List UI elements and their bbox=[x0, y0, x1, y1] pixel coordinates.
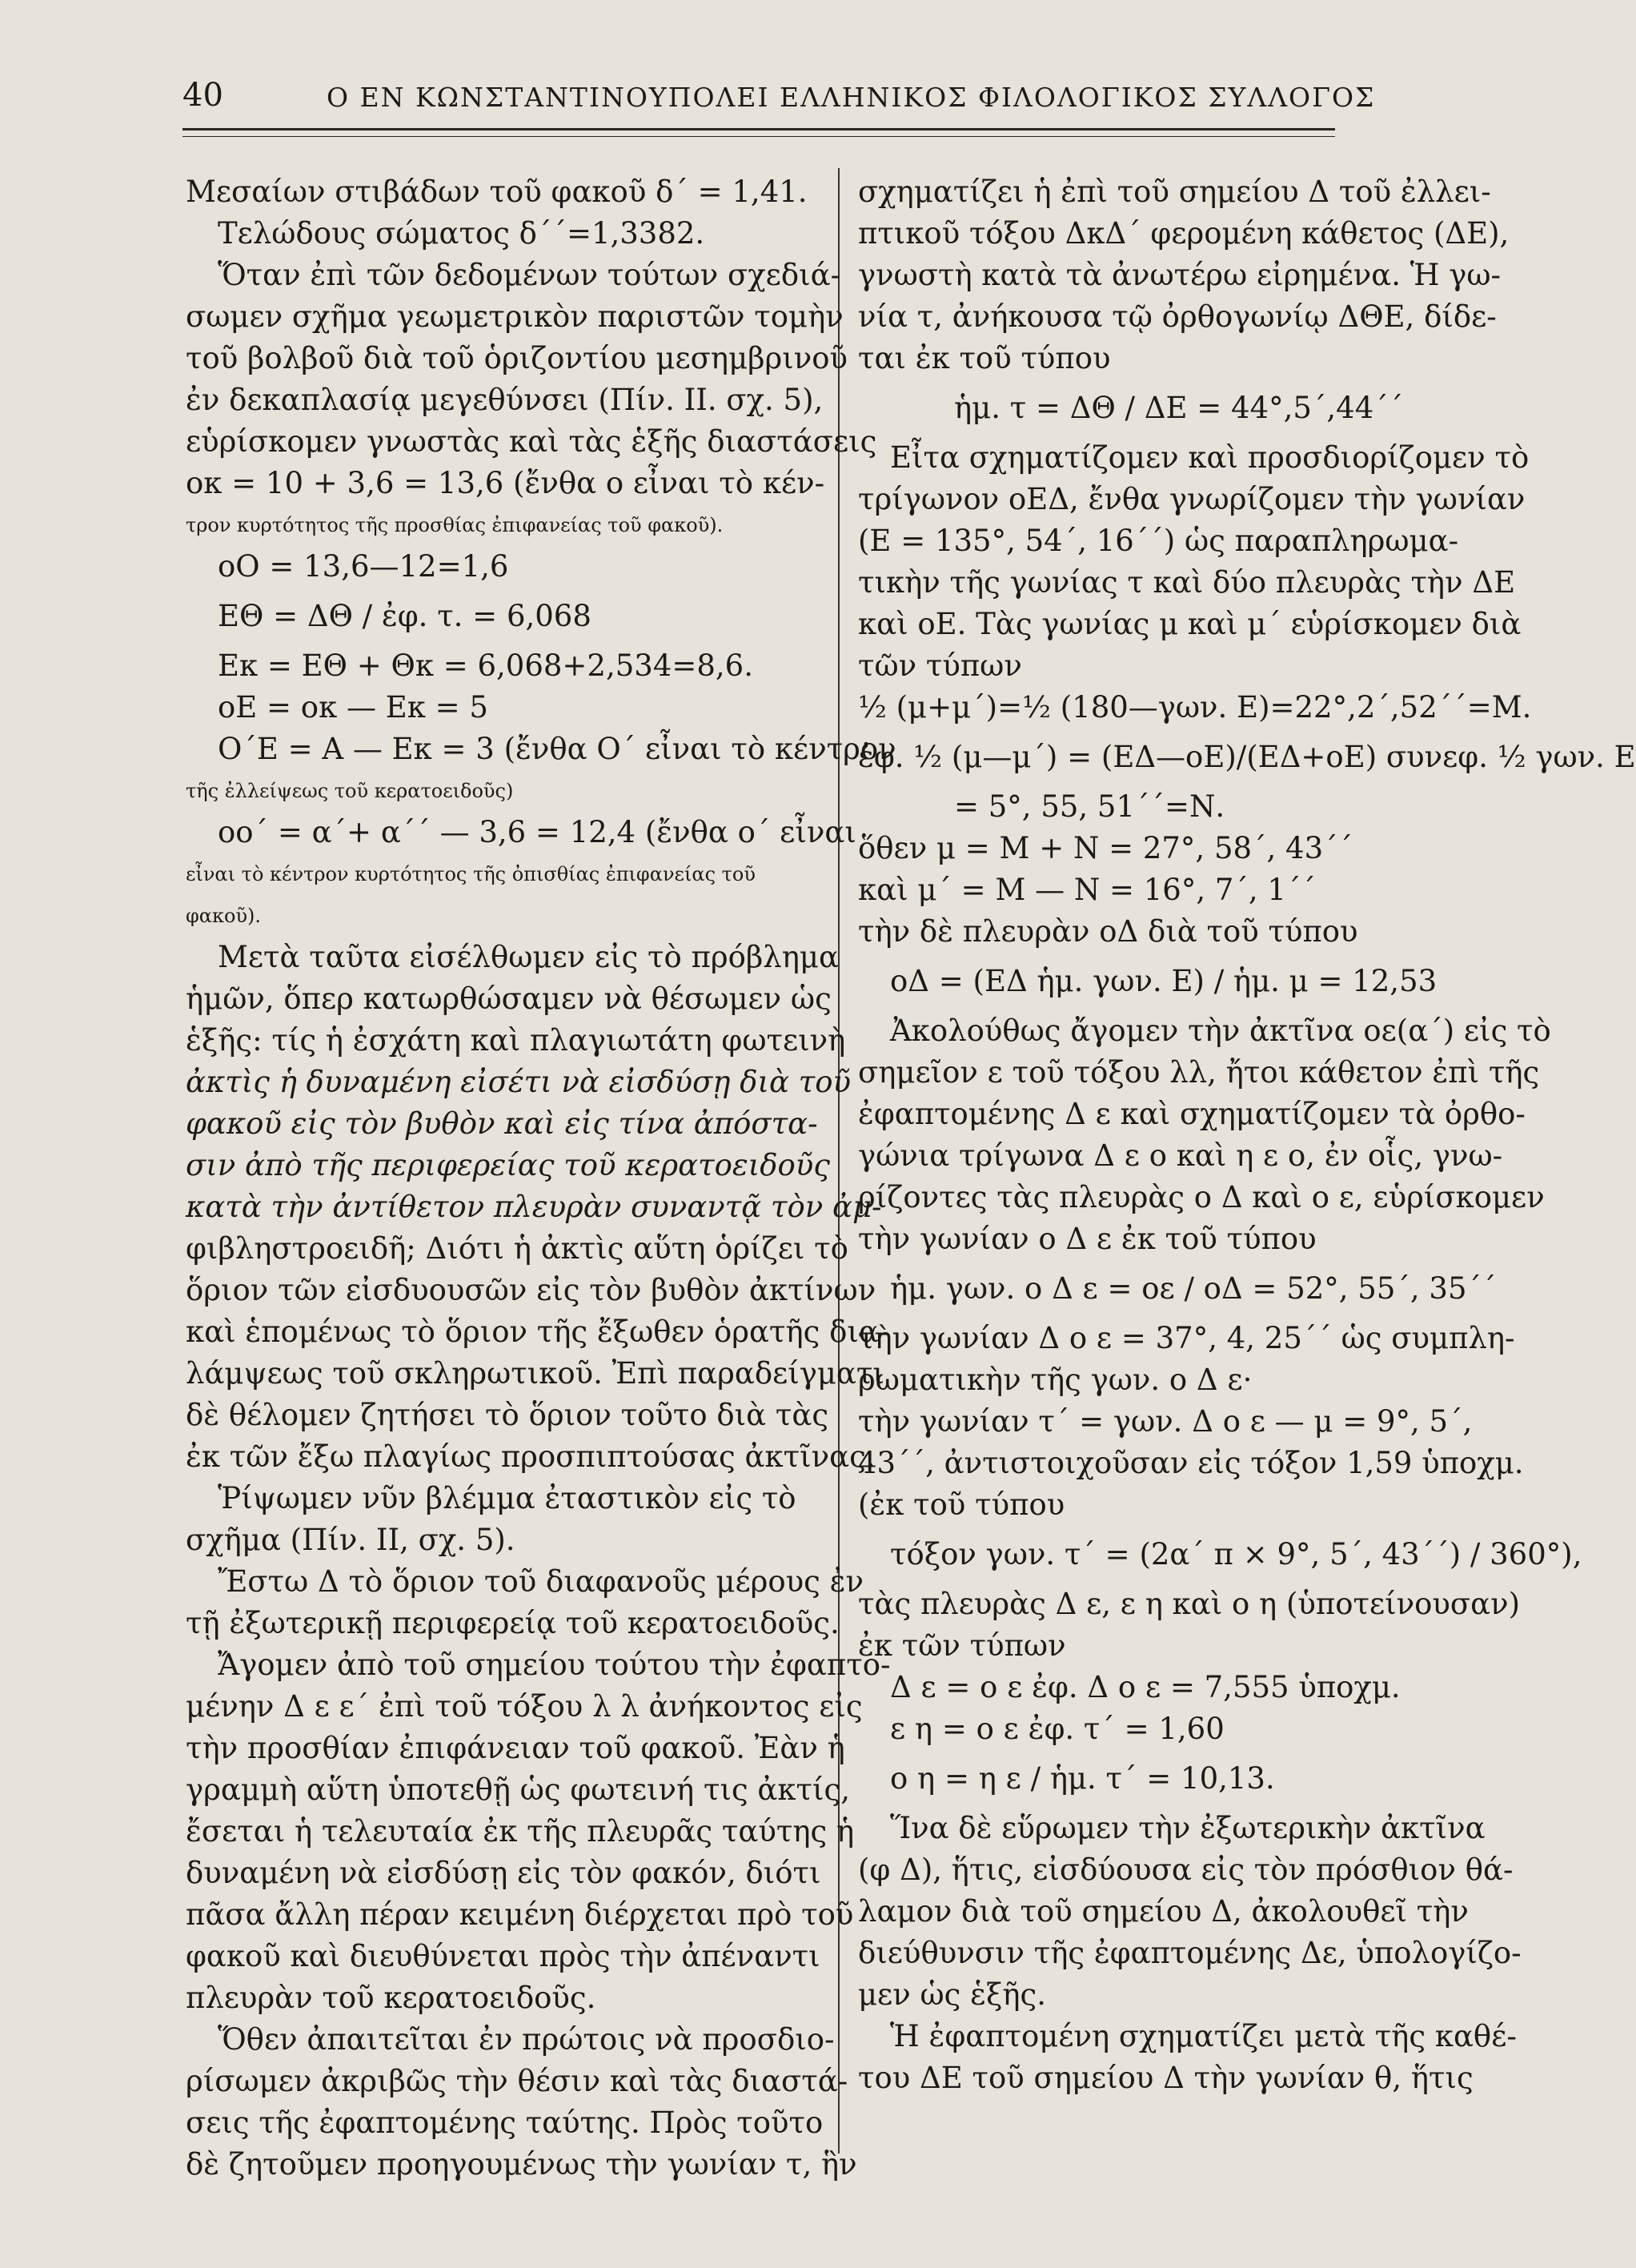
equation-line: Δ ε = ο ε ἐφ. Δ ο ε = 7,555 ὑποχμ. bbox=[890, 1670, 1401, 1704]
text-line: τοῦ βολβοῦ διὰ τοῦ ὁριζοντίου μεσημβρινοῦ bbox=[186, 341, 848, 375]
text-line: τρον κυρτότητος τῆς προσθίας ἐπιφανείας τοῦ φακοῦ). bbox=[186, 514, 724, 536]
text-line: τὴν προσθίαν ἐπιφάνειαν τοῦ φακοῦ. Ἐὰν ἡ bbox=[186, 1731, 845, 1765]
equation-line: οΟ = 13,6—12=1,6 bbox=[218, 549, 509, 584]
text-line: καὶ οΕ. Τὰς γωνίας μ καὶ μ΄ εὑρίσκομεν διὰ bbox=[858, 607, 1522, 641]
text-line: γνωστὴ κατὰ τὰ ἀνωτέρω εἰρημένα. Ἡ γω- bbox=[858, 258, 1502, 292]
text-line: φακοῦ). bbox=[186, 905, 262, 927]
equation-line: οΕ = οκ — Εκ = 5 bbox=[218, 690, 488, 725]
text-line: τὴν δὲ πλευρὰν οΔ διὰ τοῦ τύπου bbox=[858, 914, 1358, 949]
text-line: πτικοῦ τόξου ΔκΔ΄ φερομένη κάθετος (ΔΕ), bbox=[858, 216, 1510, 251]
text-line: Ἡ ἐφαπτομένη σχηματίζει μετὰ τῆς καθέ- bbox=[890, 2019, 1517, 2053]
text-line: ἐφαπτομένης Δ ε καὶ σχηματίζομεν τὰ ὀρθο- bbox=[858, 1097, 1526, 1131]
text-line: τὰς πλευρὰς Δ ε, ε η καὶ ο η (ὑποτείνουσαν) bbox=[858, 1587, 1521, 1621]
equation-line: ½ (μ+μ΄)=½ (180—γων. Ε)=22°,2΄,52΄΄=Μ. bbox=[858, 690, 1532, 725]
text-line: λαμον διὰ τοῦ σημείου Δ, ἀκολουθεῖ τὴν bbox=[858, 1894, 1469, 1929]
text-line: σιν ἀπὸ τῆς περιφερείας τοῦ κερατοειδοῦς bbox=[186, 1148, 830, 1182]
text-line: Ἄγομεν ἀπὸ τοῦ σημείου τούτου τὴν ἐφαπτο- bbox=[218, 1648, 891, 1682]
text-line: τῶν τύπων bbox=[858, 648, 1022, 683]
text-line: γώνια τρίγωνα Δ ε ο καὶ η ε ο, ἐν οἷς, γνω- bbox=[858, 1138, 1503, 1173]
page-header bbox=[182, 77, 1376, 125]
text-line: σεις τῆς ἐφαπτομένης ταύτης. Πρὸς τοῦτο bbox=[186, 2105, 824, 2140]
text-line: πᾶσα ἄλλη πέραν κειμένη διέρχεται πρὸ τοῦ bbox=[186, 1897, 854, 1932]
text-line: φακοῦ καὶ διευθύνεται πρὸς τὴν ἀπέναντι bbox=[186, 1939, 820, 1973]
text-line: Ὅταν ἐπὶ τῶν δεδομένων τούτων σχεδιά- bbox=[218, 258, 841, 292]
header-rule bbox=[182, 128, 1335, 130]
equation-line: ἐφ. ½ (μ—μ΄) = (ΕΔ—οΕ)/(ΕΔ+οΕ) συνεφ. ½ γων. Ε bbox=[858, 740, 1636, 774]
equation-line: ἡμ. τ = ΔΘ / ΔΕ = 44°,5΄,44΄΄ bbox=[954, 391, 1404, 425]
text-line: μεν ὡς ἑξῆς. bbox=[858, 1977, 1047, 2012]
text-line: σχηματίζει ἡ ἐπὶ τοῦ σημείου Δ τοῦ ἐλλει- bbox=[858, 175, 1491, 209]
text-line: δὲ ζητοῦμεν προηγουμένως τὴν γωνίαν τ, ἣν bbox=[186, 2147, 857, 2182]
text-line: εὑρίσκομεν γνωστὰς καὶ τὰς ἑξῆς διαστάσεις bbox=[186, 424, 877, 459]
text-line: σημεῖον ε τοῦ τόξου λλ, ἤτοι κάθετον ἐπὶ τῆς bbox=[858, 1055, 1540, 1090]
text-line: οκ = 10 + 3,6 = 13,6 (ἔνθα ο εἶναι τὸ κέν- bbox=[186, 466, 825, 500]
text-line: τῇ ἐξωτερικῇ περιφερείᾳ τοῦ κερατοειδοῦς. bbox=[186, 1606, 840, 1640]
text-line: κατὰ τὴν ἀντίθετον πλευρὰν συναντᾷ τὸν ἀμ- bbox=[186, 1190, 882, 1224]
text-line: του ΔΕ τοῦ σημείου Δ τὴν γωνίαν θ, ἥτις bbox=[858, 2061, 1474, 2095]
text-line: τὴν γωνίαν ο Δ ε ἐκ τοῦ τύπου bbox=[858, 1222, 1317, 1256]
text-line: (Ε = 135°, 54΄, 16΄΄) ὡς παραπληρωμα- bbox=[858, 524, 1459, 558]
text-line: Εἶτα σχηματίζομεν καὶ προσδιορίζομεν τὸ bbox=[890, 440, 1530, 475]
text-line: 43΄΄, ἀντιστοιχοῦσαν εἰς τόξον 1,59 ὑποχμ. bbox=[858, 1446, 1524, 1480]
equation-line: οο΄ = α΄+ α΄΄ — 3,6 = 12,4 (ἔνθα ο΄ εἶναι bbox=[218, 815, 856, 849]
text-line: δυναμένη νὰ εἰσδύσῃ εἰς τὸν φακόν, διότι bbox=[186, 1856, 821, 1890]
equation-line: ΕΘ = ΔΘ / ἐφ. τ. = 6,068 bbox=[218, 599, 591, 633]
text-line: εἶναι τὸ κέντρον κυρτότητος τῆς ὀπισθίας ἐπιφανείας τοῦ bbox=[186, 863, 756, 885]
text-line: γραμμὴ αὕτη ὑποτεθῇ ὡς φωτεινή τις ἀκτίς, bbox=[186, 1772, 851, 1807]
equation-line: ε η = ο ε ἐφ. τ΄ = 1,60 bbox=[890, 1712, 1225, 1746]
equation-line: τόξον γων. τ΄ = (2α΄ π × 9°, 5΄, 43΄΄) / 360°), bbox=[890, 1537, 1582, 1572]
text-line: ἑξῆς: τίς ἡ ἐσχάτη καὶ πλαγιωτάτη φωτεινὴ bbox=[186, 1023, 846, 1058]
equation-line: ὅθεν μ = Μ + Ν = 27°, 58΄, 43΄΄ bbox=[858, 831, 1353, 865]
text-line: (φ Δ), ἥτις, εἰσδύουσα εἰς τὸν πρόσθιον θά- bbox=[858, 1853, 1514, 1887]
text-line: Ἵνα δὲ εὕρωμεν τὴν ἐξωτερικὴν ἀκτῖνα bbox=[890, 1811, 1486, 1845]
text-line: δὲ θέλομεν ζητήσει τὸ ὅριον τοῦτο διὰ τὰς bbox=[186, 1398, 829, 1432]
text-line: πλευρὰν τοῦ κερατοειδοῦς. bbox=[186, 1981, 596, 2015]
text-line: (ἐκ τοῦ τύπου bbox=[858, 1487, 1065, 1522]
right-column bbox=[858, 171, 1636, 2099]
header-rule-thin bbox=[182, 136, 1335, 137]
text-line: διεύθυνσιν τῆς ἐφαπτομένης Δε, ὑπολογίζο- bbox=[858, 1936, 1522, 1970]
text-line: καὶ ἑπομένως τὸ ὅριον τῆς ἔξωθεν ὁρατῆς δια- bbox=[186, 1315, 889, 1349]
text-line: τικὴν τῆς γωνίας τ καὶ δύο πλευρὰς τὴν ΔΕ bbox=[858, 565, 1516, 600]
equation-line: καὶ μ΄ = Μ — Ν = 16°, 7΄, 1΄΄ bbox=[858, 873, 1316, 907]
text-line: τὴν γωνίαν τ΄ = γων. Δ ο ε — μ = 9°, 5΄, bbox=[858, 1404, 1473, 1439]
text-line: νία τ, ἀνήκουσα τῷ ὀρθογωνίῳ ΔΘΕ, δίδε- bbox=[858, 299, 1497, 334]
text-line: τρίγωνον οΕΔ, ἔνθα γνωρίζομεν τὴν γωνίαν bbox=[858, 482, 1526, 516]
page-number: 40 bbox=[182, 77, 223, 114]
text-line: ὅριον τῶν εἰσδυουσῶν εἰς τὸν βυθὸν ἀκτίνων bbox=[186, 1273, 876, 1307]
equation-line: = 5°, 55, 51΄΄=Ν. bbox=[954, 789, 1225, 824]
equation-line: ἡμ. γων. ο Δ ε = οε / οΔ = 52°, 55΄, 35΄΄ bbox=[890, 1271, 1497, 1306]
text-line: λάμψεως τοῦ σκληρωτικοῦ. Ἐπὶ παραδείγματι bbox=[186, 1356, 884, 1391]
text-line: σωμεν σχῆμα γεωμετρικὸν παριστῶν τομὴν bbox=[186, 299, 844, 334]
text-line: ται ἐκ τοῦ τύπου bbox=[858, 341, 1111, 375]
text-line: ρίσωμεν ἀκριβῶς τὴν θέσιν καὶ τὰς διαστά- bbox=[186, 2064, 848, 2098]
text-line: μένην Δ ε ε΄ ἐπὶ τοῦ τόξου λ λ ἀνήκοντος εἰς bbox=[186, 1689, 863, 1724]
text-line: ἐκ τῶν ἔξω πλαγίως προσπιπτούσας ἀκτῖνας. bbox=[186, 1439, 876, 1474]
equation-line: Εκ = ΕΘ + Θκ = 6,068+2,534=8,6. bbox=[218, 648, 753, 683]
text-line: Τελώδους σώματος δ΄΄=1,3382. bbox=[218, 216, 705, 251]
text-line: ρωματικὴν τῆς γων. ο Δ ε· bbox=[858, 1363, 1253, 1397]
equation-line: ο η = η ε / ἡμ. τ΄ = 10,13. bbox=[890, 1761, 1275, 1796]
text-line: ἐκ τῶν τύπων bbox=[858, 1628, 1066, 1663]
text-line: Ὅθεν ἀπαιτεῖται ἐν πρώτοις νὰ προσδιο- bbox=[218, 2022, 835, 2057]
text-line: σχῆμα (Πίν. ΙΙ, σχ. 5). bbox=[186, 1523, 515, 1557]
text-line: τὴν γωνίαν Δ ο ε = 37°, 4, 25΄΄ ὡς συμπλη- bbox=[858, 1321, 1515, 1355]
equation-line: οΔ = (ΕΔ ἡμ. γων. Ε) / ἡμ. μ = 12,53 bbox=[890, 964, 1438, 998]
text-line: ἀκτὶς ἡ δυναμένη εἰσέτι νὰ εἰσδύσῃ διὰ τοῦ bbox=[186, 1065, 852, 1099]
text-line: φακοῦ εἰς τὸν βυθὸν καὶ εἰς τίνα ἀπόστα- bbox=[186, 1106, 818, 1141]
text-line: ἐν δεκαπλασίᾳ μεγεθύνσει (Πίν. ΙΙ. σχ. 5), bbox=[186, 383, 824, 417]
text-line: ἡμῶν, ὅπερ κατωρθώσαμεν νὰ θέσωμεν ὡς bbox=[186, 981, 832, 1016]
text-line: Ἀκολούθως ἄγομεν τὴν ἀκτῖνα οε(α΄) εἰς τὸ bbox=[890, 1014, 1551, 1048]
text-line: Ἔστω Δ τὸ ὅριον τοῦ διαφανοῦς μέρους ἐν bbox=[218, 1564, 864, 1599]
text-line: τῆς ἐλλείψεως τοῦ κερατοειδοῦς) bbox=[186, 780, 514, 802]
text-line: ἔσεται ἡ τελευταία ἐκ τῆς πλευρᾶς ταύτης ἡ bbox=[186, 1814, 855, 1849]
text-line: Ῥίψωμεν νῦν βλέμμα ἐταστικὸν εἰς τὸ bbox=[218, 1481, 796, 1515]
equation-line: Ο΄Ε = Α — Εκ = 3 (ἔνθα Ο΄ εἶναι τὸ κέντρον bbox=[218, 732, 896, 766]
text-line: φιβληστροειδῆ; Διότι ἡ ἀκτὶς αὕτη ὁρίζει τὸ bbox=[186, 1231, 848, 1266]
column-divider bbox=[838, 168, 840, 2154]
running-title: Ο ΕΝ ΚΩΝΣΤΑΝΤΙΝΟΥΠΟΛΕΙ ΕΛΛΗΝΙΚΟΣ ΦΙΛΟΛΟΓΙΚΟΣ ΣΥΛΛΟΓΟΣ bbox=[327, 82, 1376, 113]
text-line: ρίζοντες τὰς πλευρὰς ο Δ καὶ ο ε, εὑρίσκομεν bbox=[858, 1180, 1545, 1214]
text-line: Μετὰ ταῦτα εἰσέλθωμεν εἰς τὸ πρόβλημα bbox=[218, 940, 839, 974]
left-column bbox=[186, 171, 896, 2186]
text-line: Μεσαίων στιβάδων τοῦ φακοῦ δ΄ = 1,41. bbox=[186, 175, 808, 209]
